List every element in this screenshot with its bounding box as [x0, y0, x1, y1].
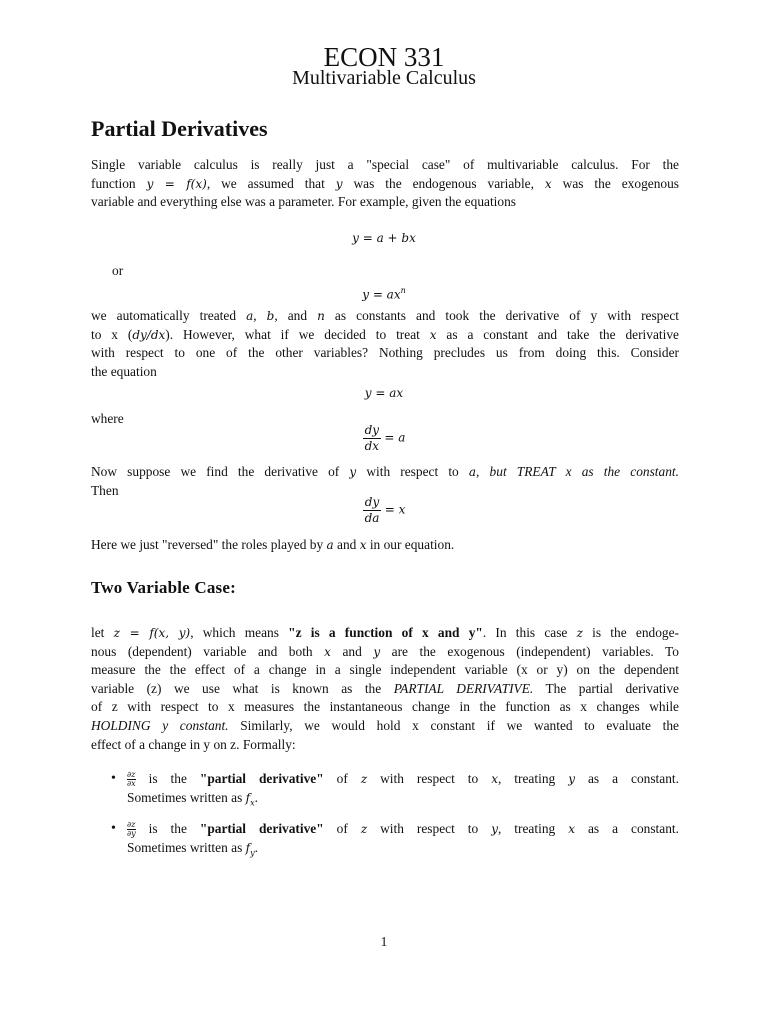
section-heading-two-variable-case: Two Variable Case:: [91, 578, 236, 597]
bullet-dot: •: [111, 821, 116, 836]
para-line: variable (z) we use what is known as the PARTIAL DERIVATIVE. The partial derivative: [91, 680, 680, 696]
equation-simple: y = ax: [364, 386, 404, 400]
para-line: to x (dy/dx). However, what if we decided to treat x as a constant and take the derivative: [91, 326, 679, 342]
para-line: function y = f(x), we assumed that y was the endogenous variable, x was the exogenous: [91, 175, 679, 191]
equation-power: $y = ax^n$: [362, 286, 406, 302]
para-line: Then: [91, 482, 119, 498]
course-subtitle: Multivariable Calculus: [292, 67, 476, 89]
para-line: $\frac{\partial z}{\partial x}$ is the "partial derivative" of z with respect to x, treating y as a constant.: [127, 770, 679, 789]
bullet-item-partial-y: [127, 820, 679, 863]
course-title: ECON 331: [323, 42, 445, 72]
para-line: we automatically treated a, b, and n as constants and took the derivative of y with respect: [91, 308, 679, 323]
para-line: Now suppose we find the derivative of y with respect to a, but TREAT x as the constant.: [91, 464, 679, 479]
para-line: Sometimes written as $f_y$.: [127, 839, 258, 858]
para-line: let z = f(x, y), which means "z is a function of x and y". In this case z is the endoge-: [91, 625, 680, 640]
para-line: measure the the effect of a change in a single independent variable (x or y) on the dependent: [91, 662, 679, 678]
para-line: Sometimes written as $f_x$.: [127, 789, 258, 808]
equation-dy-dx: $\frac{dy}{dx}$ = a: [364, 423, 406, 453]
connector-or: or: [112, 263, 124, 278]
para-line: Here we just "reversed" the roles played by a and x in our equation.: [91, 537, 455, 552]
connector-where: where: [91, 411, 124, 426]
para-line: the equation: [91, 363, 157, 379]
paragraph-reversed-roles: [91, 536, 679, 555]
paragraph-constants: [91, 307, 679, 381]
para-line: effect of a change in y on z. Formally:: [91, 736, 296, 752]
para-line: nous (dependent) variable and both x and y are the exogenous (independent) variables. To: [91, 643, 679, 659]
para-line: $\frac{\partial z}{\partial y}$ is the "partial derivative" of z with respect to y, treating x as a constant.: [127, 820, 679, 839]
paragraph-intro: [91, 156, 679, 212]
page-number: 1: [380, 934, 388, 949]
para-line: with respect to one of the other variables? Nothing precludes us from doing this. Consider: [91, 345, 679, 361]
section-heading-partial-derivatives: Partial Derivatives: [91, 116, 268, 141]
bullet-dot: •: [111, 771, 116, 786]
para-line: of z with respect to x measures the instantaneous change in the function as x changes while: [91, 699, 679, 715]
equation-linear: y = a + bx: [352, 231, 416, 245]
equation-dy-da: $\frac{dy}{da}$ = x: [364, 495, 406, 525]
para-line: Single variable calculus is really just a "special case" of multivariable calculus. For the: [91, 157, 679, 172]
para-line: variable and everything else was a parameter. For example, given the equations: [91, 194, 516, 210]
bullet-item-partial-x: [127, 770, 679, 813]
para-line: HOLDING y constant. Similarly, we would hold x constant if we wanted to evaluate the: [91, 717, 679, 733]
paragraph-two-variable: [91, 624, 679, 754]
